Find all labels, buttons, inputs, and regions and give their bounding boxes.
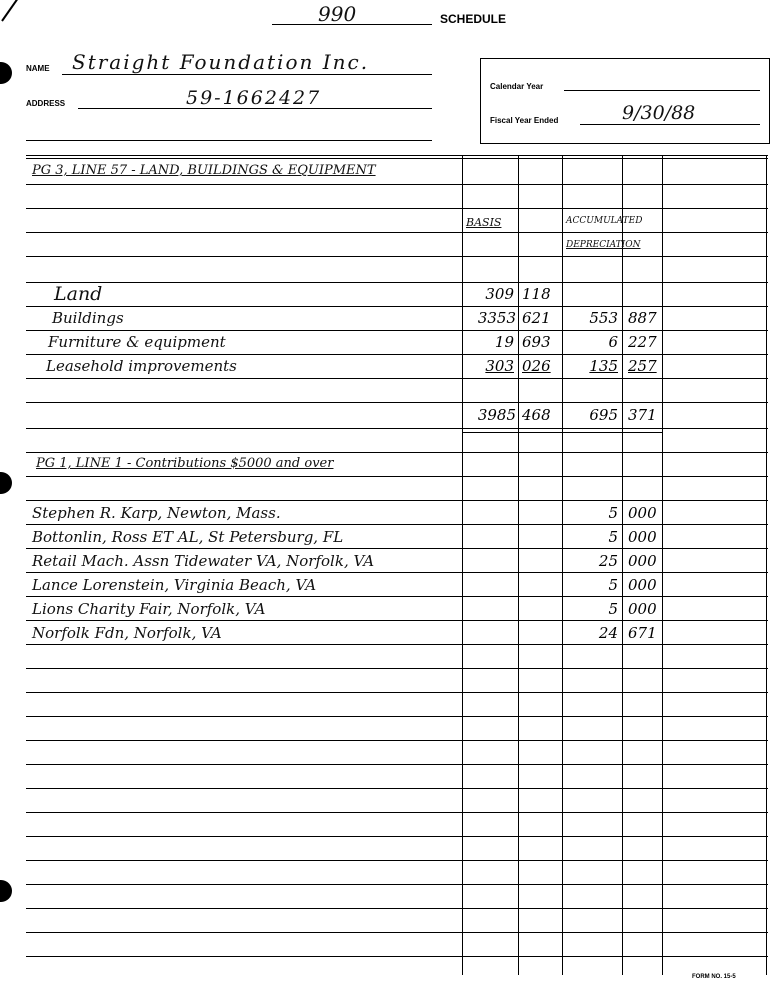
asset-label-furniture: Furniture & equipment: [48, 333, 226, 351]
land-basis-dollars: 309: [485, 285, 514, 303]
binder-hole-middle: [0, 472, 12, 494]
buildings-accum-cents: 887: [628, 309, 657, 327]
section2-title: PG 1, LINE 1 - Contributions $5000 and over: [36, 456, 334, 471]
contributor-6-cents: 671: [628, 624, 657, 642]
buildings-accum-dollars: 553: [589, 309, 618, 327]
fiscal-year-label: Fiscal Year Ended: [490, 116, 559, 125]
col-basis-header: BASIS: [466, 216, 502, 229]
leasehold-basis-dollars: 303: [485, 357, 514, 375]
schedule-label: SCHEDULE: [440, 12, 507, 26]
leasehold-accum-cents: 257: [628, 357, 657, 375]
buildings-basis-dollars: 3353: [477, 309, 516, 327]
furniture-accum-dollars: 6: [608, 333, 618, 351]
section1-title: PG 3, LINE 57 - LAND, BUILDINGS & EQUIPMENT: [32, 163, 376, 178]
contributor-1-cents: 000: [628, 504, 657, 522]
form-code: FORM NO. 15-5: [692, 974, 736, 980]
furniture-basis-cents: 693: [522, 333, 551, 351]
year-box: [480, 58, 770, 144]
buildings-basis-cents: 621: [522, 309, 551, 327]
address-label: ADDRESS: [26, 99, 66, 108]
leasehold-accum-dollars: 135: [589, 357, 618, 375]
asset-label-buildings: Buildings: [52, 309, 124, 327]
contributor-3-cents: 000: [628, 552, 657, 570]
name-line: [62, 74, 432, 75]
land-basis-cents: 118: [522, 285, 551, 303]
calendar-year-line: [564, 90, 760, 91]
contributor-4: Lance Lorenstein, Virginia Beach, VA: [32, 576, 317, 594]
col-accum-header-1: ACCUMULATED: [566, 216, 643, 226]
contributor-3: Retail Mach. Assn Tidewater VA, Norfolk, VA: [32, 552, 375, 570]
name-value: Straight Foundation Inc.: [72, 50, 370, 74]
fiscal-year-value: 9/30/88: [622, 102, 696, 124]
fiscal-year-line: [580, 124, 760, 125]
total-basis-cents: 468: [522, 406, 551, 424]
contributor-2-dollars: 5: [608, 528, 618, 546]
address-value: 59-1662427: [186, 87, 322, 109]
contributor-6-dollars: 24: [598, 624, 618, 642]
leasehold-basis-cents: 026: [522, 357, 551, 375]
total-accum-dollars: 695: [589, 406, 618, 424]
binder-hole-bottom: [0, 880, 12, 902]
contributor-4-dollars: 5: [608, 576, 618, 594]
name-label: NAME: [26, 64, 50, 73]
contributor-5-dollars: 5: [608, 600, 618, 618]
asset-label-leasehold: Leasehold improvements: [46, 357, 237, 375]
furniture-accum-cents: 227: [628, 333, 657, 351]
contributor-4-cents: 000: [628, 576, 657, 594]
contributor-3-dollars: 25: [598, 552, 618, 570]
contributor-1-dollars: 5: [608, 504, 618, 522]
asset-label-land: Land: [54, 283, 103, 305]
contributor-2-cents: 000: [628, 528, 657, 546]
form-number: 990: [318, 2, 357, 26]
col-accum-header-2: DEPRECIATION: [566, 240, 641, 250]
contributor-5-cents: 000: [628, 600, 657, 618]
contributor-5: Lions Charity Fair, Norfolk, VA: [32, 600, 266, 618]
furniture-basis-dollars: 19: [494, 333, 514, 351]
calendar-year-label: Calendar Year: [490, 82, 544, 91]
total-accum-cents: 371: [628, 406, 657, 424]
binder-hole-top: [0, 62, 12, 84]
header-line-3: [26, 140, 432, 141]
contributor-6: Norfolk Fdn, Norfolk, VA: [32, 624, 222, 642]
binder-mark: [1, 0, 22, 22]
total-basis-dollars: 3985: [477, 406, 516, 424]
contributor-1: Stephen R. Karp, Newton, Mass.: [32, 504, 281, 522]
contributor-2: Bottonlin, Ross ET AL, St Petersburg, FL: [32, 528, 344, 546]
